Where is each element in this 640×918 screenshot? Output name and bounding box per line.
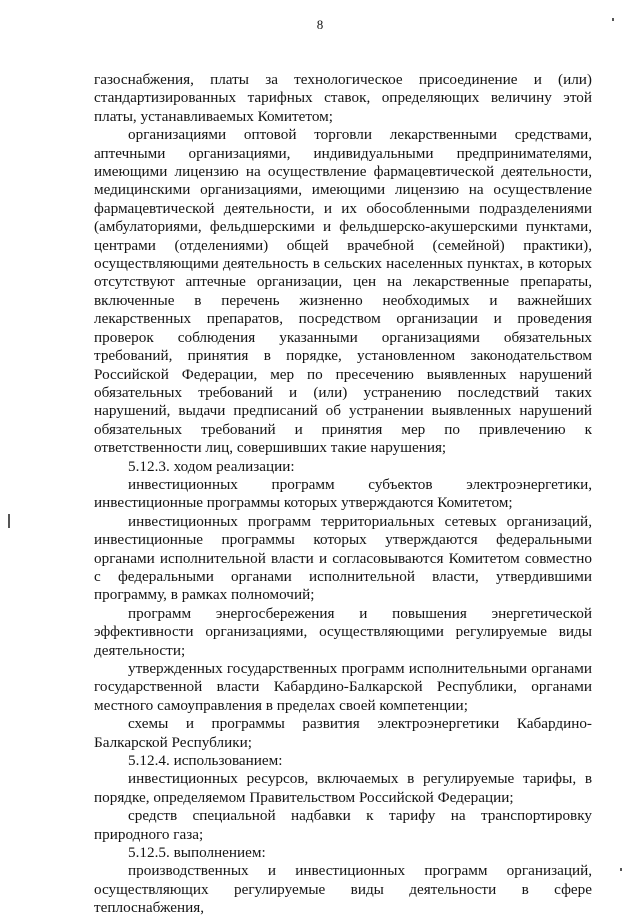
section-heading: 5.12.5. выполнением:	[128, 844, 266, 862]
paragraph: производственных и инвестиционных программ организаций, осуществляющих регулируемые виды деятельности в сфере теплоснабжения,	[94, 862, 592, 917]
paragraph: утвержденных государственных программ исполнительными органами государственной власти Кабардино-Балкарской Республики, органами местного самоуправления в пределах своей компетенции;	[94, 660, 592, 714]
page-number: 8	[316, 17, 324, 32]
section-heading: 5.12.4. использованием:	[128, 752, 283, 770]
scan-mark	[8, 514, 10, 528]
paragraph: инвестиционных ресурсов, включаемых в регулируемые тарифы, в порядке, определяемом Правительством Российской Федерации;	[94, 770, 592, 806]
section-heading: 5.12.3. ходом реализации:	[128, 457, 295, 475]
paragraph: средств специальной надбавки к тарифу на транспортировку природного газа;	[94, 807, 592, 843]
paragraph: программ энергосбережения и повышения энергетической эффективности организациями, осуществляющими регулируемые виды деятельности;	[94, 604, 592, 659]
paragraph: организациями оптовой торговли лекарственными средствами, аптечными организациями, индивидуальными предпринимателями, имеющими лицензию на осуществление фармацевтической деятельности, медицинскими организациями, имеющими лицензию на осуществление фармацевтической деятельности, и их обособленными подразделениями (амбулаториями, фельдшерскими и фельдшерско-акушерскими пунктами, центрами (отделениями) общей врачебной (семейной) практики), осуществляющими деятельность в сельских населенных пунктах, в которых отсутствуют аптечные организации, цен на лекарственные препараты, включенные в перечень жизненно необходимых и важнейших лекарственных препаратов, посредством организации и проведения проверок соблюдения указанными организациями обязательных требований, принятия в порядке, установленном законодательством Российской Федерации, мер по пресечению выявленных нарушений обязательных требований и (или) устранению последствий таких нарушений, выдачи предписаний об устранении выявленных нарушений обязательных требований и принятия мер по привлечению к ответственности лиц, совершивших такие нарушения;	[94, 126, 592, 457]
document-body	[94, 71, 592, 918]
paragraph: газоснабжения, платы за технологическое присоединение и (или) стандартизированных тарифных ставок, определяющих величину этой платы, устанавливаемых Комитетом;	[94, 71, 592, 125]
scan-mark	[620, 868, 622, 871]
paragraph: инвестиционных программ территориальных сетевых организаций, инвестиционные программы которых утверждаются федеральными органами исполнительной власти и согласовываются Комитетом совместно с федеральными органами исполнительной власти, утвердившими программу, в рамках полномочий;	[94, 512, 592, 604]
paragraph: инвестиционных программ субъектов электроэнергетики, инвестиционные программы которых утверждаются Комитетом;	[94, 475, 592, 512]
paragraph: схемы и программы развития электроэнергетики Кабардино-Балкарской Республики;	[94, 715, 592, 751]
